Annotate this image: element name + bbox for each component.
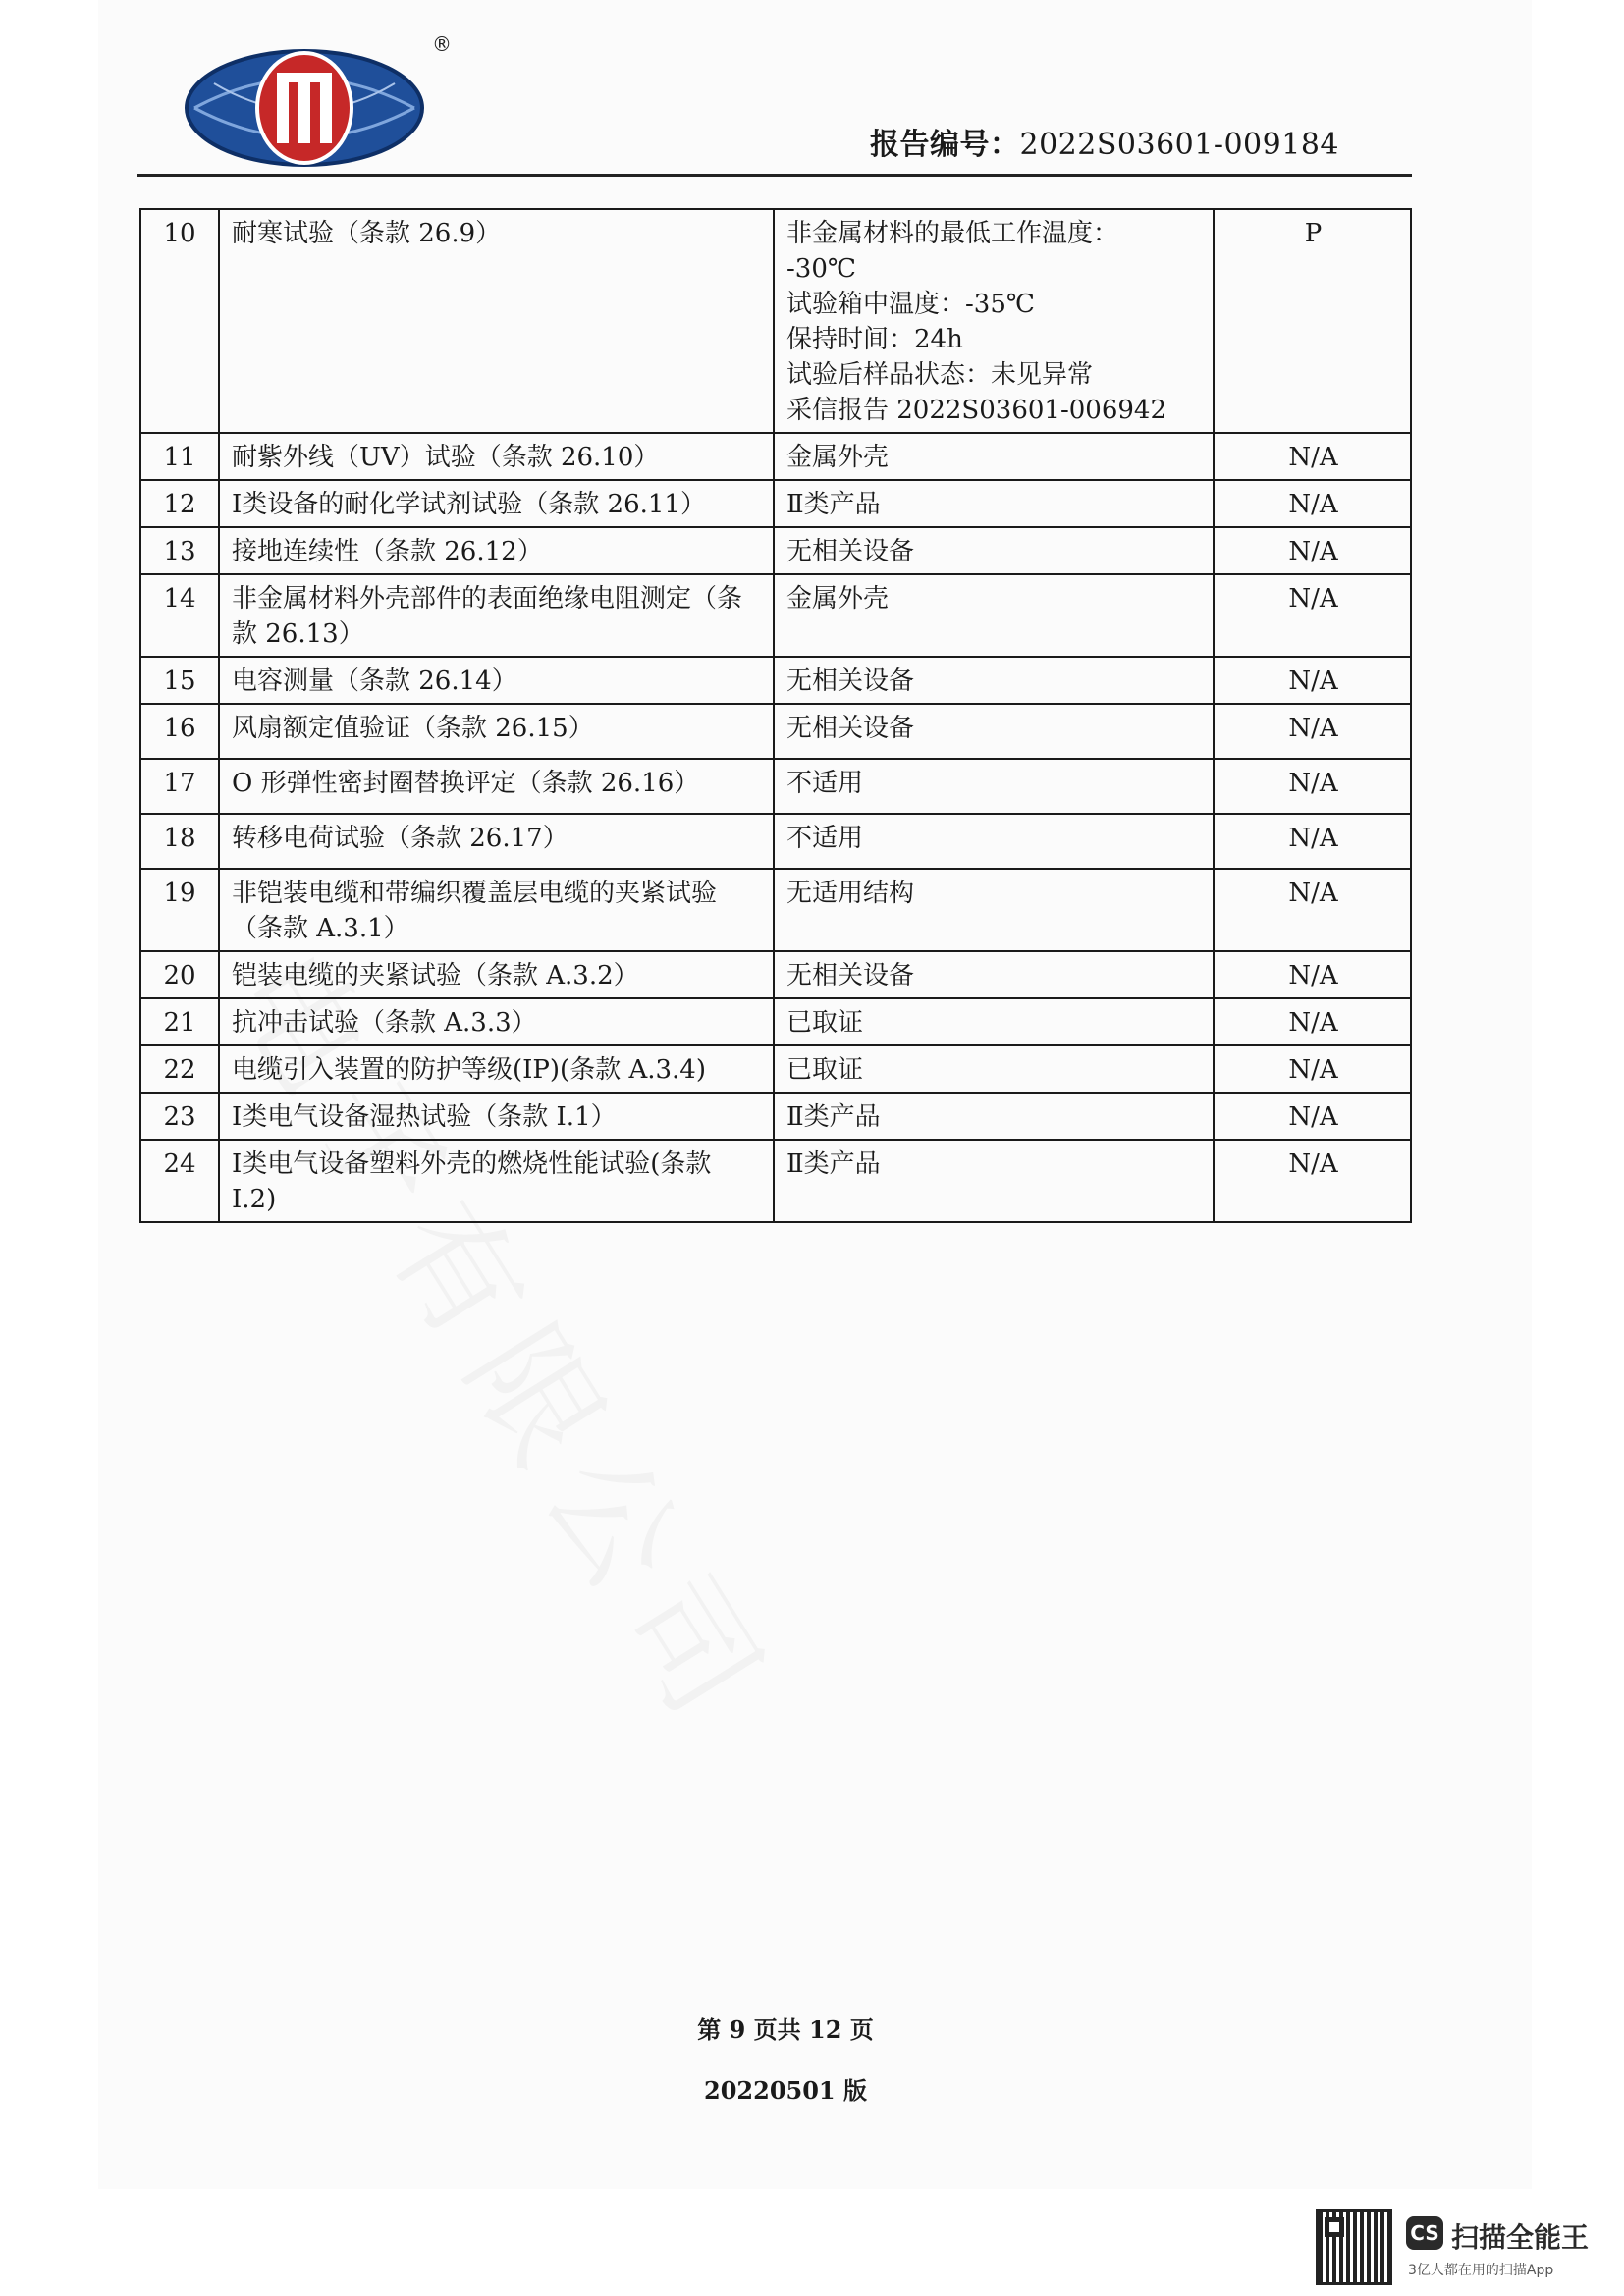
- condition-line: 试验箱中温度：-35℃: [786, 290, 1035, 319]
- table-row: [140, 704, 1411, 759]
- test-results-table: [139, 208, 1412, 1223]
- test-condition: [774, 869, 1214, 951]
- row-number: 20: [140, 951, 219, 998]
- table-row: [140, 209, 1411, 433]
- condition-line: 无相关设备: [786, 667, 915, 696]
- test-item: Ⅰ类设备的耐化学试剂试验（条款 26.11）: [219, 480, 774, 527]
- test-result: N/A: [1214, 869, 1411, 951]
- test-item: 抗冲击试验（条款 A.3.3）: [219, 998, 774, 1045]
- test-condition: [774, 1093, 1214, 1140]
- scanner-app-tagline: 3亿人都在用的扫描App: [1408, 2263, 1554, 2278]
- condition-line: 采信报告 2022S03601-006942: [786, 396, 1166, 425]
- lab-globe-logo: [175, 29, 460, 177]
- condition-line: 非金属材料的最低工作温度：: [786, 219, 1119, 248]
- test-condition: [774, 1140, 1214, 1222]
- row-number: 24: [140, 1140, 219, 1222]
- condition-line: 金属外壳: [786, 443, 890, 472]
- row-number: 12: [140, 480, 219, 527]
- table-row: [140, 1045, 1411, 1093]
- scanner-app-name: 扫描全能王: [1451, 2221, 1590, 2254]
- row-number: 21: [140, 998, 219, 1045]
- condition-line: Ⅱ类产品: [786, 1149, 881, 1179]
- condition-line: 已取证: [786, 1055, 864, 1085]
- table-row: [140, 951, 1411, 998]
- condition-line: Ⅱ类产品: [786, 490, 881, 519]
- test-result: N/A: [1214, 574, 1411, 657]
- test-result: N/A: [1214, 433, 1411, 480]
- test-condition: [774, 574, 1214, 657]
- condition-line: 保持时间：24h: [786, 325, 963, 354]
- test-condition: [774, 951, 1214, 998]
- test-item: 电缆引入装置的防护等级(IP)(条款 A.3.4): [219, 1045, 774, 1093]
- report-number: [870, 120, 1339, 163]
- table-row: [140, 759, 1411, 814]
- condition-line: 无相关设备: [786, 537, 915, 566]
- test-condition: [774, 527, 1214, 574]
- condition-line: 不适用: [786, 824, 864, 853]
- test-item: 风扇额定值验证（条款 26.15）: [219, 704, 774, 759]
- scanner-watermark: [1316, 2209, 1610, 2287]
- table-row: [140, 574, 1411, 657]
- test-result: N/A: [1214, 527, 1411, 574]
- test-item: 耐紫外线（UV）试验（条款 26.10）: [219, 433, 774, 480]
- table-row: [140, 1140, 1411, 1222]
- row-number: 13: [140, 527, 219, 574]
- row-number: 22: [140, 1045, 219, 1093]
- report-number-label: 报告编号：: [870, 128, 1020, 162]
- test-condition: [774, 1045, 1214, 1093]
- condition-line: 无相关设备: [786, 961, 915, 990]
- test-item: 转移电荷试验（条款 26.17）: [219, 814, 774, 869]
- condition-line: -30℃: [786, 254, 856, 284]
- row-number: 18: [140, 814, 219, 869]
- test-result: N/A: [1214, 759, 1411, 814]
- test-item: Ⅰ类电气设备湿热试验（条款 I.1）: [219, 1093, 774, 1140]
- test-result: N/A: [1214, 951, 1411, 998]
- test-result: N/A: [1214, 704, 1411, 759]
- test-condition: [774, 814, 1214, 869]
- row-number: 23: [140, 1093, 219, 1140]
- test-condition: [774, 480, 1214, 527]
- table-row: [140, 814, 1411, 869]
- test-condition: [774, 657, 1214, 704]
- test-item: 非金属材料外壳部件的表面绝缘电阻测定（条款 26.13）: [219, 574, 774, 657]
- table-row: [140, 433, 1411, 480]
- row-number: 11: [140, 433, 219, 480]
- row-number: 19: [140, 869, 219, 951]
- table-row: [140, 480, 1411, 527]
- table-row: [140, 1093, 1411, 1140]
- table-row: [140, 657, 1411, 704]
- row-number: 10: [140, 209, 219, 433]
- test-item: 耐寒试验（条款 26.9）: [219, 209, 774, 433]
- test-result: N/A: [1214, 1093, 1411, 1140]
- version-label: 20220501 版: [704, 2076, 867, 2105]
- test-result: N/A: [1214, 657, 1411, 704]
- table-row: [140, 998, 1411, 1045]
- row-number: 17: [140, 759, 219, 814]
- test-result: N/A: [1214, 814, 1411, 869]
- test-condition: [774, 759, 1214, 814]
- test-result: N/A: [1214, 1140, 1411, 1222]
- test-result: N/A: [1214, 1045, 1411, 1093]
- test-item: 非铠装电缆和带编织覆盖层电缆的夹紧试验（条款 A.3.1）: [219, 869, 774, 951]
- test-item: 接地连续性（条款 26.12）: [219, 527, 774, 574]
- test-condition: [774, 998, 1214, 1045]
- row-number: 16: [140, 704, 219, 759]
- test-item: 铠装电缆的夹紧试验（条款 A.3.2）: [219, 951, 774, 998]
- condition-line: Ⅱ类产品: [786, 1102, 881, 1132]
- row-number: 15: [140, 657, 219, 704]
- test-condition: [774, 433, 1214, 480]
- test-item: 电容测量（条款 26.14）: [219, 657, 774, 704]
- table-row: [140, 869, 1411, 951]
- test-item: Ⅰ类电气设备塑料外壳的燃烧性能试验(条款 I.2): [219, 1140, 774, 1222]
- page-number: 第 9 页共 12 页: [697, 2015, 874, 2044]
- test-result: P: [1214, 209, 1411, 433]
- test-condition: [774, 209, 1214, 433]
- condition-line: 金属外壳: [786, 584, 890, 614]
- test-result: N/A: [1214, 480, 1411, 527]
- camscanner-logo-icon: CS: [1406, 2216, 1443, 2250]
- condition-line: 试验后样品状态：未见异常: [786, 360, 1094, 390]
- condition-line: 无相关设备: [786, 714, 915, 743]
- registered-mark: ®: [432, 32, 452, 56]
- condition-line: 不适用: [786, 769, 864, 798]
- condition-line: 无适用结构: [786, 879, 915, 908]
- qr-code-icon: [1316, 2209, 1392, 2285]
- report-number-value: 2022S03601-009184: [1019, 128, 1339, 162]
- test-item: O 形弹性密封圈替换评定（条款 26.16）: [219, 759, 774, 814]
- condition-line: 已取证: [786, 1008, 864, 1038]
- header-divider: [137, 174, 1412, 177]
- test-result: N/A: [1214, 998, 1411, 1045]
- table-row: [140, 527, 1411, 574]
- test-condition: [774, 704, 1214, 759]
- row-number: 14: [140, 574, 219, 657]
